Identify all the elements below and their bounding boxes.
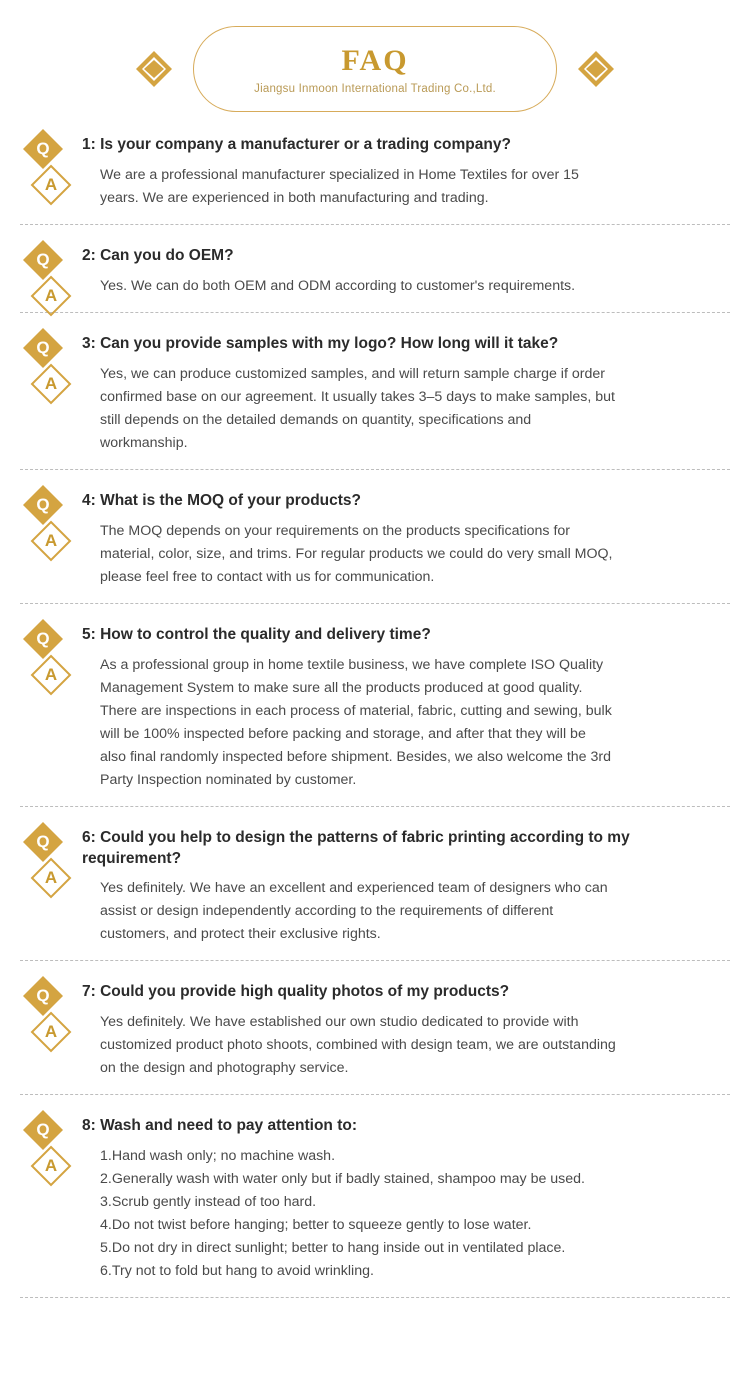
- answer-badge-icon: [30, 857, 72, 899]
- qa-badge-group: [22, 484, 76, 562]
- faq-answer: [82, 1137, 736, 1283]
- question-badge-label: Q: [36, 986, 50, 1006]
- faq-answer-line: on the design and photography service.: [100, 1060, 349, 1077]
- answer-badge-icon: [30, 275, 72, 317]
- faq-divider: [20, 960, 730, 961]
- faq-answer-line: will be 100% inspected before packing and storage, and after that they will be: [100, 725, 586, 742]
- company-name: Jiangsu Inmoon International Trading Co.,Ltd.: [254, 82, 496, 95]
- faq-answer-line: customers, and protect their exclusive rights.: [100, 926, 381, 943]
- faq-question: 1: Is your company a manufacturer or a trading company?: [82, 136, 511, 153]
- question-badge-label: Q: [36, 494, 50, 514]
- faq-answer-line: 6.Try not to fold but hang to avoid wrinkling.: [100, 1263, 374, 1280]
- answer-badge-label: A: [44, 1022, 58, 1042]
- faq-answer-line: assist or design independently according to the requirements of different: [100, 903, 554, 920]
- question-badge-label: Q: [36, 628, 50, 648]
- faq-answer-line: Yes definitely. We have established our own studio dedicated to provide with: [100, 1014, 579, 1031]
- faq-item: [14, 327, 736, 455]
- faq-answer-line: We are a professional manufacturer specialized in Home Textiles for over 15: [100, 166, 579, 183]
- qa-badge-group: [22, 327, 76, 405]
- qa-badge-group: [22, 821, 76, 899]
- faq-answer-line: 4.Do not twist before hanging; better to squeeze gently to lose water.: [100, 1217, 532, 1234]
- faq-answer-line: Party Inspection nominated by customer.: [100, 771, 357, 788]
- faq-answer: [82, 1003, 736, 1080]
- faq-divider: [20, 1297, 730, 1298]
- faq-answer: [82, 355, 736, 455]
- answer-badge-icon: [30, 363, 72, 405]
- faq-question: 2: Can you do OEM?: [82, 246, 234, 264]
- faq-answer: [82, 869, 736, 946]
- answer-badge-label: A: [44, 373, 58, 393]
- faq-answer-line: 1.Hand wash only; no machine wash.: [100, 1148, 336, 1165]
- faq-question: 4: What is the MOQ of your products?: [82, 491, 361, 509]
- faq-answer-line: customized product photo shoots, combined with design team, we are outstanding: [100, 1037, 616, 1054]
- faq-answer-line: 2.Generally wash with water only but if badly stained, shampoo may be used.: [100, 1171, 586, 1188]
- faq-answer-line: 5.Do not dry in direct sunlight; better to hang inside out in ventilated place.: [100, 1240, 566, 1257]
- answer-badge-label: A: [44, 1156, 58, 1176]
- answer-badge-icon: [30, 1145, 72, 1187]
- faq-header: [0, 8, 750, 128]
- faq-answer-line: Management System to make sure all the products produced at good quality.: [100, 679, 583, 696]
- qa-badge-group: [22, 975, 76, 1053]
- faq-answer: [82, 646, 736, 792]
- qa-badge-group: [22, 239, 76, 317]
- faq-answer-line: Yes, we can produce customized samples, and will return sample charge if order: [100, 365, 605, 382]
- faq-answer-line: please feel free to contact with us for communication.: [100, 568, 435, 585]
- faq-divider: [20, 806, 730, 807]
- faq-divider: [20, 603, 730, 604]
- faq-answer-line: There are inspections in each process of material, fabric, cutting and sewing, bulk: [100, 702, 612, 719]
- faq-answer-line: also final randomly inspected before shipment. Besides, we also welcome the 3rd: [100, 748, 612, 765]
- faq-item: [14, 128, 736, 210]
- faq-divider: [20, 312, 730, 313]
- answer-badge-label: A: [44, 530, 58, 550]
- faq-answer-line: The MOQ depends on your requirements on the products specifications for: [100, 522, 571, 539]
- faq-answer-line: Yes. We can do both OEM and ODM according to customer's requirements.: [100, 277, 576, 294]
- answer-badge-icon: [30, 1011, 72, 1053]
- faq-divider: [20, 469, 730, 470]
- faq-answer: [82, 512, 736, 589]
- answer-badge-label: A: [44, 175, 58, 194]
- answer-badge-icon: [30, 520, 72, 562]
- faq-item: [14, 1109, 736, 1283]
- question-badge-label: Q: [36, 139, 50, 158]
- faq-item: [14, 618, 736, 792]
- qa-badge-group: [22, 1109, 76, 1187]
- faq-item: [14, 239, 736, 305]
- qa-badge-group: [22, 128, 76, 206]
- faq-answer-line: workmanship.: [100, 434, 188, 451]
- answer-badge-label: A: [44, 867, 58, 887]
- answer-badge-label: A: [44, 664, 58, 684]
- question-badge-label: Q: [36, 831, 50, 851]
- answer-badge-icon: [30, 654, 72, 696]
- faq-divider: [20, 1094, 730, 1095]
- header-title-box: [193, 26, 557, 112]
- faq-answer-line: confirmed base on our agreement. It usually takes 3–5 days to make samples, but: [100, 388, 615, 405]
- question-badge-label: Q: [36, 249, 50, 269]
- faq-question: 5: How to control the quality and delivery time?: [82, 625, 431, 643]
- faq-item: [14, 484, 736, 589]
- faq-answer-line: material, color, size, and trims. For regular products we could do very small MOQ,: [100, 545, 613, 562]
- answer-badge-label: A: [44, 285, 58, 305]
- faq-question: 6: Could you help to design the patterns of fabric printing according to my requirement?: [82, 828, 630, 867]
- faq-answer-line: still depends on the detailed demands on quantity, specifications and: [100, 411, 532, 428]
- faq-answer-line: Yes definitely. We have an excellent and experienced team of designers who can: [100, 880, 608, 897]
- faq-answer: [82, 267, 736, 298]
- faq-question: 3: Can you provide samples with my logo? How long will it take?: [82, 334, 559, 352]
- answer-badge-icon: [30, 164, 72, 206]
- faq-item: [14, 975, 736, 1080]
- faq-item: [14, 821, 736, 947]
- question-badge-label: Q: [36, 1120, 50, 1140]
- faq-answer: [82, 156, 736, 210]
- faq-list: [0, 128, 750, 1298]
- faq-question: 8: Wash and need to pay attention to:: [82, 1117, 357, 1135]
- faq-question: 7: Could you provide high quality photos of my products?: [82, 983, 510, 1001]
- page-title: FAQ: [341, 43, 409, 77]
- diamond-ornament-icon: [135, 50, 173, 88]
- qa-badge-group: [22, 618, 76, 696]
- diamond-ornament-icon: [577, 50, 615, 88]
- faq-answer-line: As a professional group in home textile business, we have complete ISO Quality: [100, 656, 604, 673]
- faq-divider: [20, 224, 730, 225]
- faq-answer-line: years. We are experienced in both manufacturing and trading.: [100, 189, 489, 206]
- question-badge-label: Q: [36, 337, 50, 357]
- faq-answer-line: 3.Scrub gently instead of too hard.: [100, 1194, 317, 1211]
